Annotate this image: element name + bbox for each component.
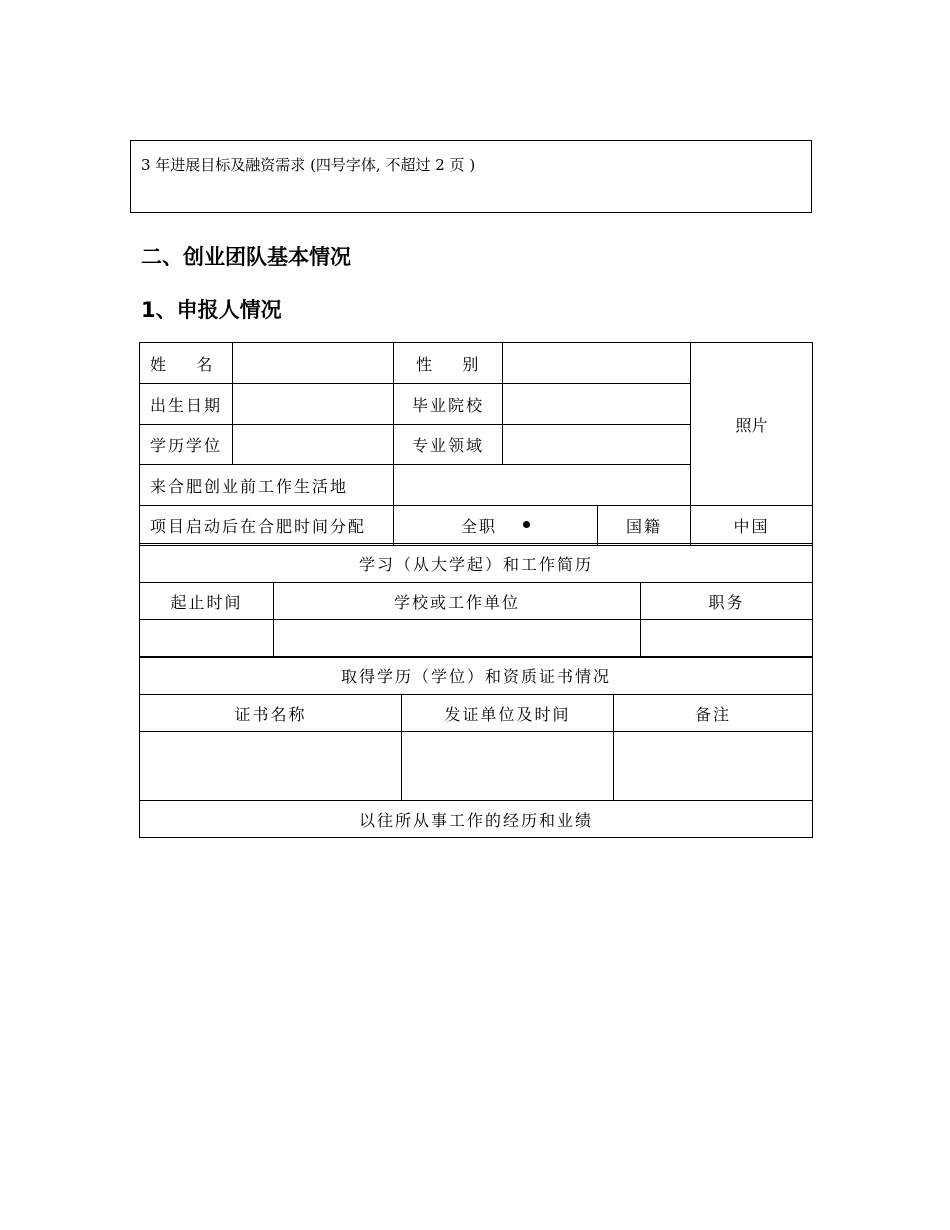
resume-school-field[interactable]: [274, 620, 641, 658]
nationality-value[interactable]: 中国: [691, 506, 813, 546]
gender-field[interactable]: [503, 343, 691, 384]
funding-goals-box: [130, 140, 812, 213]
prior-place-label: 来合肥创业前工作生活地: [140, 465, 394, 506]
degree-label: 学历学位: [140, 425, 233, 465]
col-position: 职务: [641, 583, 813, 620]
certificate-header: 取得学历（学位）和资质证书情况: [140, 657, 813, 695]
fulltime-option[interactable]: [394, 506, 598, 546]
photo-label: 照片: [735, 415, 768, 435]
cert-name-field[interactable]: [140, 732, 402, 801]
field-field[interactable]: [503, 425, 691, 465]
cert-issuer-field[interactable]: [402, 732, 614, 801]
gender-label: 性 别: [394, 343, 503, 384]
cert-note-field[interactable]: [614, 732, 813, 801]
applicant-info-table: [139, 342, 813, 546]
school-label: 毕业院校: [394, 384, 503, 425]
radio-dot-icon: [523, 521, 530, 528]
prior-place-field[interactable]: [394, 465, 691, 506]
col-note: 备注: [614, 695, 813, 732]
birth-field[interactable]: [233, 384, 394, 425]
resume-position-field[interactable]: [641, 620, 813, 658]
resume-time-field[interactable]: [140, 620, 274, 658]
section-title: 二、创业团队基本情况: [141, 245, 351, 269]
nationality-label: 国籍: [598, 506, 691, 546]
col-school: 学校或工作单位: [274, 583, 641, 620]
funding-goals-text: 3 年进展目标及融资需求 (四号字体, 不超过 2 页 ): [141, 156, 476, 174]
fulltime-label: 全职: [460, 517, 497, 536]
resume-header: 学习（从大学起）和工作简历: [140, 544, 813, 583]
photo-cell[interactable]: [691, 343, 813, 506]
field-label: 专业领域: [394, 425, 503, 465]
time-alloc-label: 项目启动后在合肥时间分配: [140, 506, 394, 546]
school-field[interactable]: [503, 384, 691, 425]
resume-table: [139, 543, 813, 658]
col-cert: 证书名称: [140, 695, 402, 732]
name-field[interactable]: [233, 343, 394, 384]
subsection-title: 1、申报人情况: [141, 298, 282, 322]
col-issuer: 发证单位及时间: [402, 695, 614, 732]
birth-label: 出生日期: [140, 384, 233, 425]
degree-field[interactable]: [233, 425, 394, 465]
certificate-table: [139, 656, 813, 838]
col-time: 起止时间: [140, 583, 274, 620]
work-experience-header: 以往所从事工作的经历和业绩: [140, 801, 813, 838]
name-label: 姓 名: [140, 343, 233, 384]
